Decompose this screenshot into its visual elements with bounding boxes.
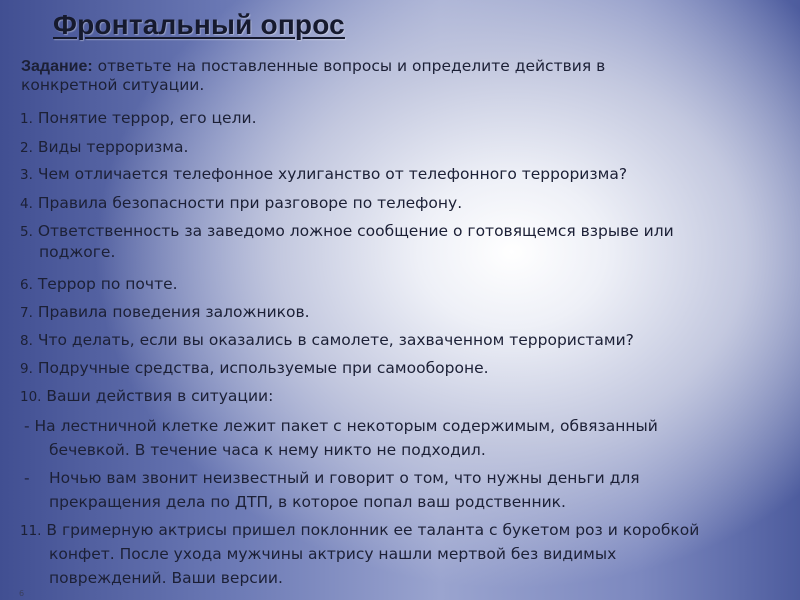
list-item xyxy=(20,221,674,243)
item-text: Ответственность за заведомо ложное сообщение о готовящемся взрыве или xyxy=(37,222,674,240)
situation-item xyxy=(24,416,658,437)
item-text: Правила поведения заложников. xyxy=(37,303,310,321)
item-number: 11. xyxy=(20,523,42,539)
list-item xyxy=(20,520,699,542)
item-number: 7. xyxy=(20,305,33,321)
list-item xyxy=(20,137,188,159)
list-item xyxy=(20,302,310,324)
item-number: 9. xyxy=(20,361,33,377)
list-item xyxy=(20,386,273,408)
task-text-line1: ответьте на поставленные вопросы и определите действия в xyxy=(97,57,606,75)
situation-text: прекращения дела по ДТП, в которое попал ваш родственник. xyxy=(49,493,566,511)
list-item-continuation xyxy=(49,544,616,565)
item-text: В гримерную актрисы пришел поклонник ее таланта с букетом роз и коробкой xyxy=(46,521,700,539)
item-number: 1. xyxy=(20,111,33,127)
item-text: Что делать, если вы оказались в самолете, захваченном террористами? xyxy=(37,331,634,349)
item-number: 6. xyxy=(20,277,33,293)
situation-text: Ночью вам звонит неизвестный и говорит о том, что нужны деньги для xyxy=(49,469,640,487)
situation-text: На лестничной клетке лежит пакет с некоторым содержимым, обвязанный xyxy=(34,417,658,435)
list-item xyxy=(20,193,462,215)
item-text: Правила безопасности при разговоре по телефону. xyxy=(37,194,463,212)
item-text: Виды терроризма. xyxy=(37,138,189,156)
item-text: Понятие террор, его цели. xyxy=(37,109,257,127)
item-text: конфет. После ухода мужчины актрису нашли мертвой без видимых xyxy=(49,545,617,563)
list-item xyxy=(20,108,257,130)
item-text: поджоге. xyxy=(39,243,116,261)
list-item-continuation xyxy=(49,568,283,589)
list-item-continuation xyxy=(39,242,115,263)
situation-item-text xyxy=(49,468,640,489)
task-text-line2: конкретной ситуации. xyxy=(21,76,205,94)
situation-dash: - xyxy=(24,469,30,487)
situation-item-continuation xyxy=(49,440,486,461)
slide-title: Фронтальный опрос xyxy=(53,9,345,40)
item-number: 8. xyxy=(20,333,33,349)
list-item xyxy=(20,164,627,186)
situation-text: бечевкой. В течение часа к нему никто не подходил. xyxy=(49,441,486,459)
item-text: повреждений. Ваши версии. xyxy=(49,569,283,587)
page-number: 6 xyxy=(19,589,25,598)
list-item xyxy=(20,274,178,296)
item-number: 3. xyxy=(20,167,33,183)
item-number: 10. xyxy=(20,389,42,405)
item-text: Террор по почте. xyxy=(37,275,178,293)
item-number: 5. xyxy=(20,224,33,240)
list-item xyxy=(20,358,489,380)
item-number: 4. xyxy=(20,196,33,212)
situation-dash: - xyxy=(24,417,30,435)
item-number: 2. xyxy=(20,140,33,156)
item-text: Чем отличается телефонное хулиганство от телефонного терроризма? xyxy=(37,165,628,183)
task-label: Задание: xyxy=(21,58,93,75)
situation-item-continuation xyxy=(49,492,566,513)
situation-item xyxy=(24,468,30,489)
list-item xyxy=(20,330,634,352)
item-text: Ваши действия в ситуации: xyxy=(46,387,274,405)
item-text: Подручные средства, используемые при самообороне. xyxy=(37,359,489,377)
